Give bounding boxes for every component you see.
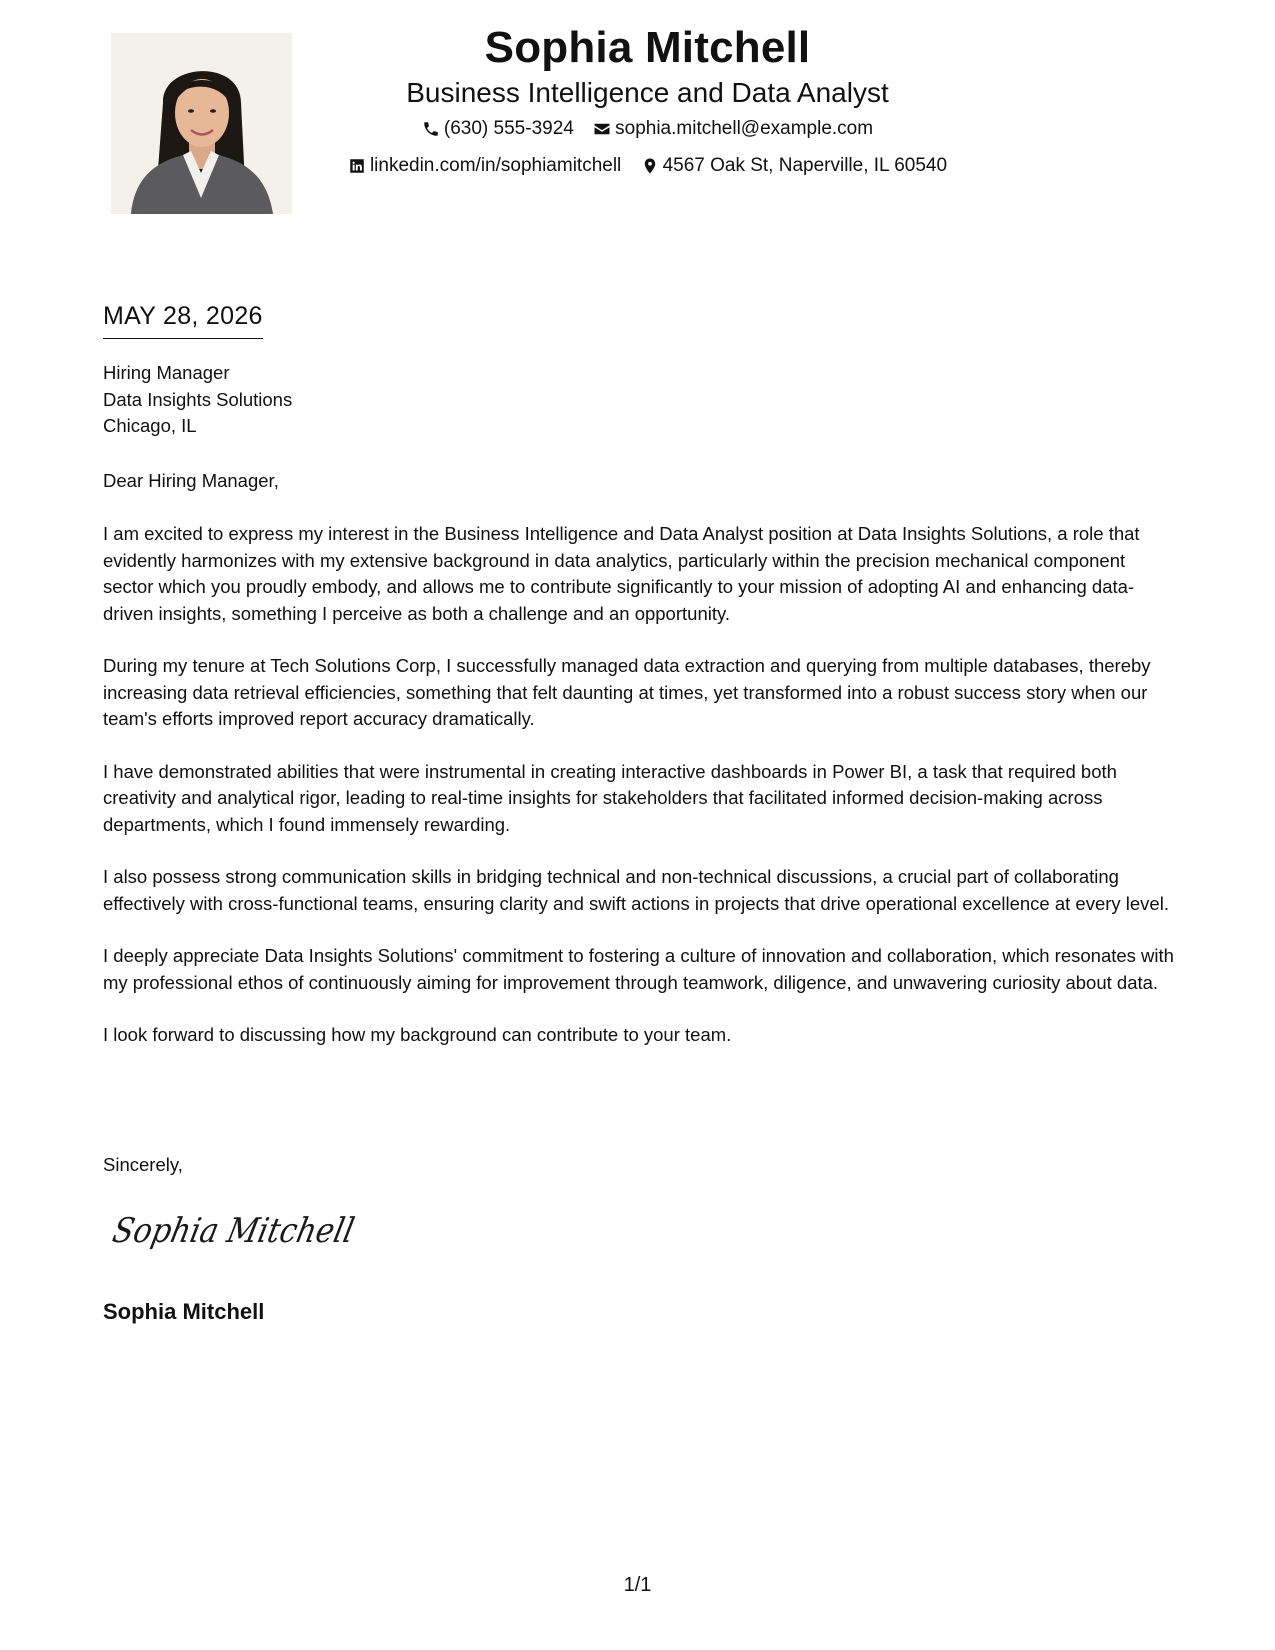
linkedin-icon <box>348 157 366 175</box>
body-paragraph: I am excited to express my interest in the Business Intelligence and Data Analyst position at Data Insights Solutions, a role that evidently harmonizes with my extensive background in data analytics, particularly within the precision mechanical component sector which you proudly embody, and allows me to contribute significantly to your mission of adopting AI and enhancing data-driven insights, something I perceive as both a challenge and an opportunity. <box>103 523 1140 624</box>
body-paragraph: I look forward to discussing how my background can contribute to your team. <box>103 1024 732 1045</box>
closing: Sincerely, <box>103 1154 183 1175</box>
body-paragraph: I deeply appreciate Data Insights Solutions' commitment to fostering a culture of innovation and collaboration, which resonates with my professional ethos of continuously aiming for improvement through teamwork, diligence, and unwavering curiosity about data. <box>103 945 1174 993</box>
linkedin-contact[interactable] <box>348 153 621 179</box>
address-contact <box>641 153 947 179</box>
svg-text:Sophia Mitchell: Sophia Mitchell <box>109 1211 368 1251</box>
street-address: 4567 Oak St, Naperville, IL 60540 <box>662 155 948 176</box>
body-paragraph: I have demonstrated abilities that were instrumental in creating interactive dashboards in Power BI, a task that required both creativity and analytical rigor, leading to real-time insights for stakeholders that facilitated informed decision-making across departments, which I found immensely rewarding. <box>103 760 1117 835</box>
recipient-title: Hiring Manager <box>103 362 230 383</box>
applicant-name: Sophia Mitchell <box>484 23 811 72</box>
contact-row-secondary <box>300 153 995 183</box>
recipient-company: Data Insights Solutions <box>103 388 293 410</box>
phone-number: (630) 555-3924 <box>443 118 574 139</box>
email-contact[interactable] <box>593 116 873 142</box>
body-paragraph: During my tenure at Tech Solutions Corp, I successfully managed data extraction and querying from multiple databases, thereby increasing data retrieval efficiencies, something that felt daunting at times, yet transformed into a robust success story when our team's efforts improved report accuracy dramatically. <box>103 655 1151 729</box>
recipient-location: Chicago, IL <box>103 415 197 436</box>
profile-photo <box>111 33 292 214</box>
phone-contact <box>422 116 574 142</box>
email-address[interactable]: sophia.mitchell@example.com <box>615 118 874 139</box>
handwritten-signature <box>108 1200 368 1260</box>
body-paragraph: I also possess strong communication skills in bridging technical and non-technical discussions, a crucial part of collaborating effectively with cross-functional teams, ensuring clarity and swift actions in projects that drive operational excellence at every level. <box>103 866 1169 914</box>
page-number: 1/1 <box>623 1574 652 1596</box>
applicant-title: Business Intelligence and Data Analyst <box>406 77 889 108</box>
letter-header <box>300 20 995 190</box>
envelope-icon <box>593 120 611 138</box>
salutation: Dear Hiring Manager, <box>103 470 279 491</box>
phone-icon <box>422 120 440 138</box>
letter-date: MAY 28, 2026 <box>103 300 263 339</box>
letter-body <box>103 521 1175 1075</box>
linkedin-url[interactable]: linkedin.com/in/sophiamitchell <box>369 155 622 176</box>
recipient-block <box>103 360 292 440</box>
map-marker-icon <box>641 157 659 175</box>
contact-row-primary <box>300 116 995 146</box>
signer-name: Sophia Mitchell <box>103 1299 265 1324</box>
